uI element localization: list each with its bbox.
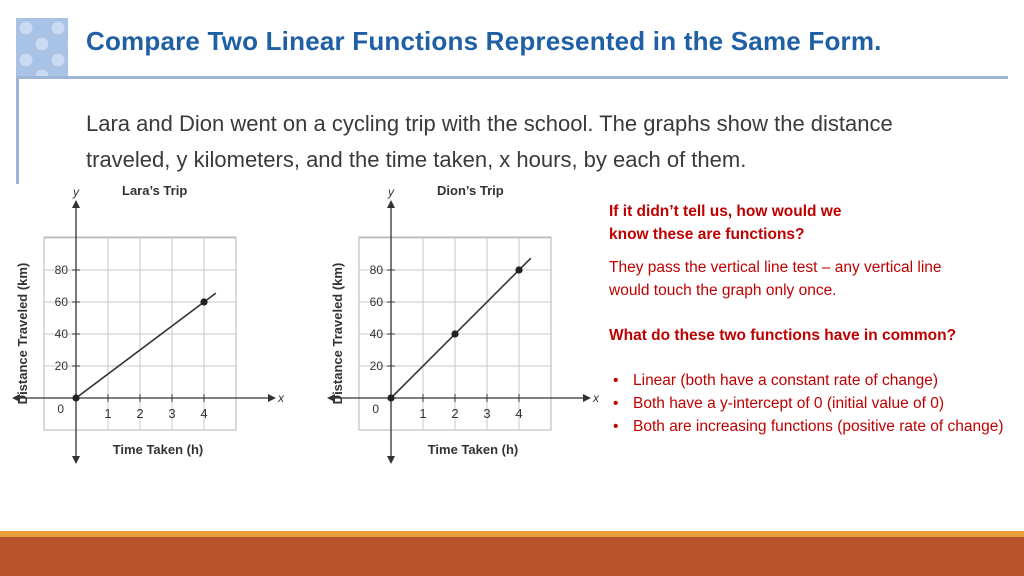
dion-y-letter: y [388, 185, 394, 199]
lara-y-tick-label: 60 [54, 295, 68, 309]
answer-1: They pass the vertical line test – any vertical line would touch the graph only once. [609, 259, 942, 299]
question-2: What do these two functions have in common? [609, 327, 957, 344]
dion-y-arrow-up [387, 200, 395, 208]
question-1: If it didn’t tell us, how would we know these are functions? [609, 203, 842, 243]
lara-y-letter: y [73, 185, 79, 199]
lara-y-tick-label: 40 [54, 327, 68, 341]
lara-series-line [76, 293, 216, 398]
lara-x-tick-label: 3 [168, 406, 176, 421]
dion-y-arrow-down [387, 456, 395, 464]
dion-y-tick-label: 80 [369, 263, 383, 277]
lara-data-point [200, 298, 207, 305]
dion-x-tick-label: 1 [419, 406, 427, 421]
page-title: Compare Two Linear Functions Represented in the Same Form. [86, 26, 882, 56]
lara-y-arrow-up [72, 200, 80, 208]
left-rule [16, 76, 19, 184]
dion-y-tick-label: 20 [369, 359, 383, 373]
lara-y-tick-label: 80 [54, 263, 68, 277]
intro-line-1: Lara and Dion went on a cycling trip with the school. The graphs show the distance [86, 111, 893, 136]
header-rule [16, 76, 1008, 79]
dion-x-tick-label: 4 [515, 406, 523, 421]
dion-y-label: Distance Traveled (km) [330, 262, 345, 405]
dion-data-point [515, 266, 522, 273]
lara-x-tick-label: 1 [104, 406, 112, 421]
lara-x-arrow-right [268, 394, 276, 402]
lara-x-tick-label: 4 [200, 406, 208, 421]
lara-origin-label: 0 [57, 402, 64, 416]
lara-data-point [72, 394, 79, 401]
dion-origin-label: 0 [372, 402, 379, 416]
lara-y-tick-label: 20 [54, 359, 68, 373]
intro-line-2: traveled, y kilometers, and the time taken, x hours, by each of them. [86, 147, 747, 172]
dion-y-tick-label: 60 [369, 295, 383, 309]
lara-y-arrow-down [72, 456, 80, 464]
dion-series-line [391, 258, 531, 398]
dion-chart-title: Dion’s Trip [437, 183, 504, 198]
dion-x-label: Time Taken (h) [427, 442, 519, 457]
answer-bullet: • Both have a y-intercept of 0 (initial value of 0) [609, 392, 1009, 415]
dion-x-arrow-right [583, 394, 591, 402]
lara-x-letter: x [278, 391, 284, 405]
lara-chart-title: Lara’s Trip [122, 183, 188, 198]
dion-chart [325, 182, 615, 472]
dion-x-tick-label: 3 [483, 406, 491, 421]
answer-bullet: • Linear (both have a constant rate of change) [609, 369, 1009, 392]
lara-chart [10, 182, 300, 472]
dion-y-tick-label: 40 [369, 327, 383, 341]
footer-bar [0, 537, 1024, 576]
dion-x-tick-label: 2 [451, 406, 459, 421]
dion-data-point [451, 330, 458, 337]
lara-y-label: Distance Traveled (km) [15, 262, 30, 405]
header-decoration [16, 18, 68, 76]
side-panel [609, 200, 1009, 438]
intro-text [86, 106, 1006, 178]
answer-bullet: • Both are increasing functions (positive rate of change) [609, 415, 1009, 438]
dion-data-point [387, 394, 394, 401]
lara-x-label: Time Taken (h) [112, 442, 204, 457]
dion-x-letter: x [593, 391, 599, 405]
lara-x-tick-label: 2 [136, 406, 144, 421]
answer-list [609, 369, 1009, 438]
